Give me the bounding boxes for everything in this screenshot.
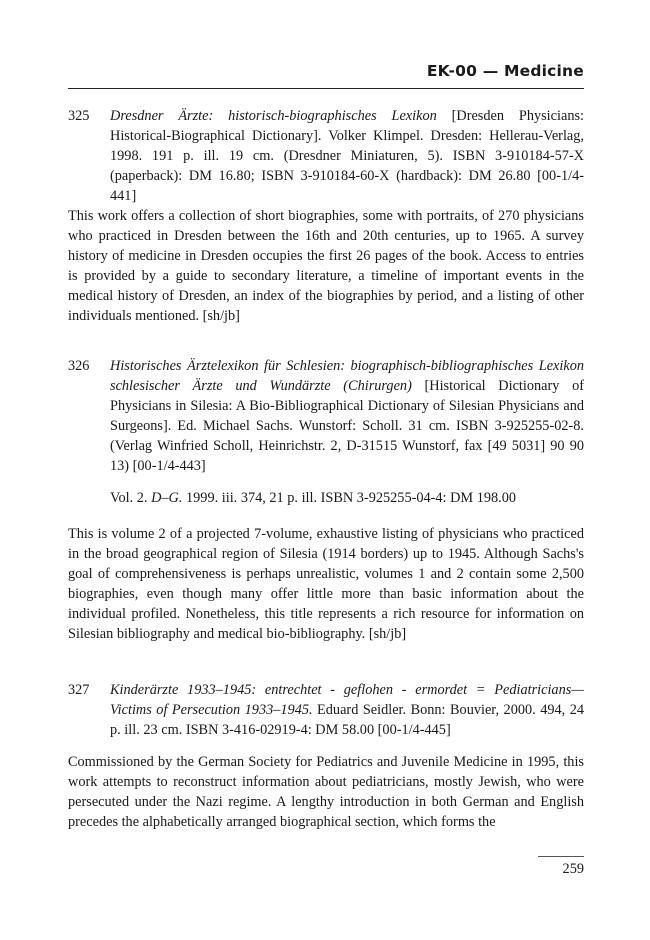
footer-rule: [538, 856, 584, 857]
entry-citation: [110, 356, 584, 476]
page-number: 259: [562, 861, 584, 877]
entry-title: Kinderärzte 1933–1945: entrechtet - geflohen - ermordet = Pediatricians—Victims of Persecution 1933–1945.: [110, 682, 584, 718]
running-header: EK-00 — Medicine: [426, 62, 584, 80]
entry-326-volume-line: [110, 488, 516, 508]
entry-326-citation-block: [68, 356, 584, 476]
entry-number: 327: [68, 682, 90, 698]
header-rule: [68, 88, 584, 89]
entry-325-citation-block: [68, 106, 584, 206]
entry-citation: [110, 680, 584, 740]
entry-bibliographic-details: Eduard Seidler. Bonn: Bouvier, 2000. 494, 24 p. ill. 23 cm. ISBN 3-416-02919-4: DM 58.00 [00-1/4-445]: [110, 702, 584, 738]
entry-325-review: This work offers a collection of short biographies, some with portraits, of 270 physicians who practiced in Dresden between the 16th and 20th centuries, up to 1965. A survey history of medicine in Dresden occupies the first 26 pages of the book. Access to entries is provided by a guide to secondary literature, a timeline of important events in the medical history of Dresden, an index of the biographies by period, and a listing of other individuals mentioned. [sh/jb]: [68, 208, 584, 324]
volume-details: 1999. iii. 374, 21 p. ill. ISBN 3-925255-04-4: DM 198.00: [182, 490, 517, 506]
volume-prefix: Vol. 2.: [110, 490, 152, 506]
entry-327-citation-block: [68, 680, 584, 740]
entry-327-review: Commissioned by the German Society for Pediatrics and Juvenile Medicine in 1995, this work attempts to reconstruct information about pediatricians, mostly Jewish, who were persecuted under the Nazi regime. A lengthy introduction in both German and English precedes the alphabetically arranged biographical section, which forms the: [68, 754, 584, 830]
volume-letters: D–G.: [151, 490, 183, 506]
entry-bibliographic-details: [Historical Dictionary of Physicians in Silesia: A Bio-Bibliographical Dictionary of Silesian Physicians and Surgeons]. Ed. Michael Sachs. Wunstorf: Scholl. 31 cm. ISBN 3-925255-02-8. (Verlag Winfried Scholl, Heinrichstr. 2, D-31515 Wunstorf, fax [49 5031] 90 90 13) [00-1/4-443]: [110, 378, 584, 474]
entry-326-review: This is volume 2 of a projected 7-volume, exhaustive listing of physicians who practiced in the broad geographical region of Silesia (1914 borders) up to 1945. Although Sachs's goal of comprehensiveness is perhaps unrealistic, volumes 1 and 2 contain some 2,500 biographies, even though many offer little more than basic information about the individual profiled. Nonetheless, this title represents a rich resource for information on Silesian bibliography and medical bio-bibliography. [sh/jb]: [68, 526, 584, 642]
entry-citation: [110, 106, 584, 206]
entry-title: Historisches Ärztelexikon für Schlesien: biographisch-bibliographisches Lexikon schlesischer Ärzte und Wundärzte (Chirurgen): [110, 358, 584, 394]
entry-number: 325: [68, 108, 90, 124]
entry-number: 326: [68, 358, 90, 374]
entry-bibliographic-details: [Dresden Physicians: Historical-Biographical Dictionary]. Volker Klimpel. Dresden: Hellerau-Verlag, 1998. 191 p. ill. 19 cm. (Dresdner Miniaturen, 5). ISBN 3-910184-57-X (paperback): DM 16.80; ISBN 3-910184-60-X (hardback): DM 26.80 [00-1/4-441]: [110, 108, 585, 204]
entry-title: Dresdner Ärzte: historisch-biographisches Lexikon: [110, 108, 437, 124]
